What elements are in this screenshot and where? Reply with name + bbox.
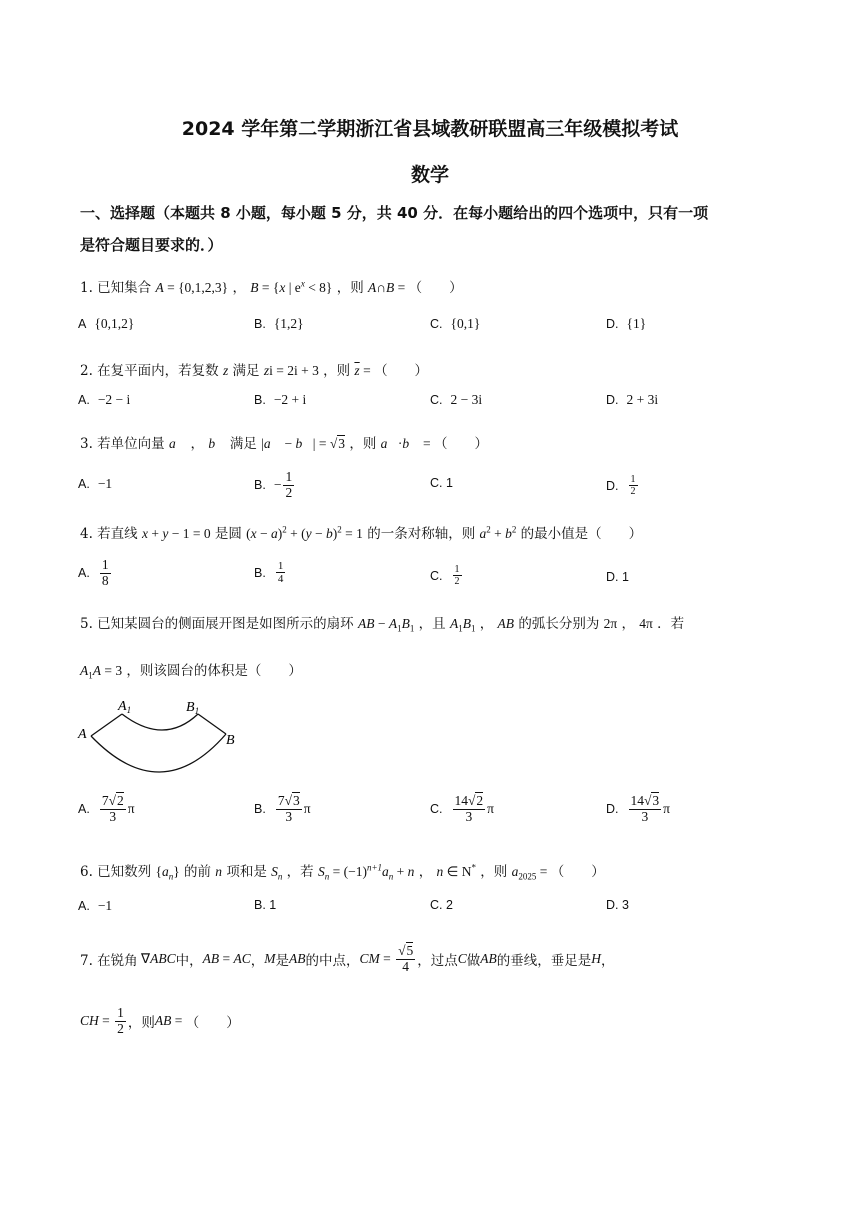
question-1-stem: 1. 已知集合 A = {0,1,2,3} ， B = {x | $e^x < 8$} ，则 A∩B = （ ）: [80, 278, 463, 296]
option-c[interactable]: C. 2 − 3i: [430, 392, 483, 407]
section-heading-line1: 一、选择题（本题共 8 小题，每小题 5 分，共 40 分．在每小题给出的四个选项中，只有一项: [80, 204, 709, 222]
label-a: A: [78, 727, 87, 742]
option-d[interactable]: D. 1: [606, 570, 629, 584]
option-b[interactable]: B. $\frac{1}{4}$: [254, 560, 284, 586]
option-c[interactable]: C. 1: [430, 476, 453, 490]
option-a[interactable]: A. $\frac{7√2}{3}$ π: [78, 793, 135, 824]
question-7-stem-line2: CH = $\frac{1}{2}$ ，则 AB = （ ）: [80, 1005, 240, 1036]
question-6-options: [78, 898, 798, 928]
label-a1: $A_1$: [118, 699, 132, 715]
question-5-options: [78, 794, 798, 838]
option-b[interactable]: B. −2 + i: [254, 392, 307, 407]
label-b: B: [226, 733, 235, 748]
option-c[interactable]: C. 2: [430, 898, 453, 912]
question-3-stem: 3. 若单位向量 a⃗ ， b⃗ 满足 |a⃗ − b⃗| = √3 ，则 a⃗·b⃗ = （ ）: [80, 436, 489, 452]
option-a[interactable]: A. −2 − i: [78, 392, 131, 407]
option-b[interactable]: B. 1: [254, 898, 277, 912]
option-c[interactable]: C. $\frac{1}{2}$: [430, 564, 460, 587]
option-d[interactable]: D. {1}: [606, 316, 647, 331]
question-7-stem: 7. 在锐角 ∇ ABC 中， AB = AC ， M 是 AB 的中点， CM = $\frac{√5}{4}$ ，过点 C 做 AB 的垂线，垂足是 H ，: [80, 943, 615, 974]
option-d[interactable]: D. 2 + 3i: [606, 392, 659, 407]
question-1-options: [78, 316, 798, 346]
question-5-stem: 5. 已知某圆台的侧面展开图是如图所示的扇环 AB − $A_1B_1$ ，且 $A_1B_1$ ， AB 的弧长分别为 2π ， 4π ．若: [80, 616, 685, 634]
annular-sector-figure: [76, 694, 246, 780]
option-a[interactable]: A {0,1,2}: [78, 316, 135, 331]
option-d[interactable]: D. $\frac{14√3}{3}$ π: [606, 793, 670, 824]
question-2-options: [78, 392, 798, 422]
option-a[interactable]: A. $\frac{1}{8}$: [78, 557, 109, 588]
exam-title: 2024 学年第二学期浙江省县域教研联盟高三年级模拟考试: [181, 118, 679, 140]
option-b[interactable]: B. $\frac{7√3}{3}$ π: [254, 793, 311, 824]
option-a[interactable]: A. −1: [78, 476, 113, 491]
option-d[interactable]: D. $\frac{1}{2}$: [606, 474, 636, 497]
section-heading: [80, 197, 790, 261]
question-6-stem: 6. 已知数列 $\{a_n\}$ 的前 n 项和是 $S_n$ ，若 $S_n = (-1)^{n+1}a_n + n$ ， n ∈ N* ，则 $a_{2025}$ = （ ）: [80, 862, 605, 882]
option-c[interactable]: C. $\frac{14√2}{3}$ π: [430, 793, 494, 824]
section-heading-line2: 是符合题目要求的．）: [80, 236, 223, 254]
option-a[interactable]: A. −1: [78, 898, 113, 913]
exam-subject: 数学: [410, 164, 449, 186]
question-5-stem-line2: $A_1A = 3$ ，则该圆台的体积是（ ）: [80, 663, 302, 681]
option-d[interactable]: D. 3: [606, 898, 629, 912]
question-4-stem: 4. 若直线 x + y − 1 = 0 是圆 $(x - a)^2 + (y - b)^2 = 1$ 的一条对称轴，则 $a^2 + b^2$ 的最小值是（ ）: [80, 524, 643, 542]
question-3-options: [78, 470, 798, 512]
question-2-stem: 2. 在复平面内，若复数 z 满足 zi = 2i + 3 ，则 $\overline{z}$ = （ ）: [80, 363, 429, 379]
option-b[interactable]: B. − $\frac{1}{2}$: [254, 469, 293, 500]
label-b1: $B_1$: [186, 700, 200, 716]
option-b[interactable]: B. {1,2}: [254, 316, 304, 331]
option-c[interactable]: C. {0,1}: [430, 316, 481, 331]
question-4-options: [78, 558, 798, 600]
